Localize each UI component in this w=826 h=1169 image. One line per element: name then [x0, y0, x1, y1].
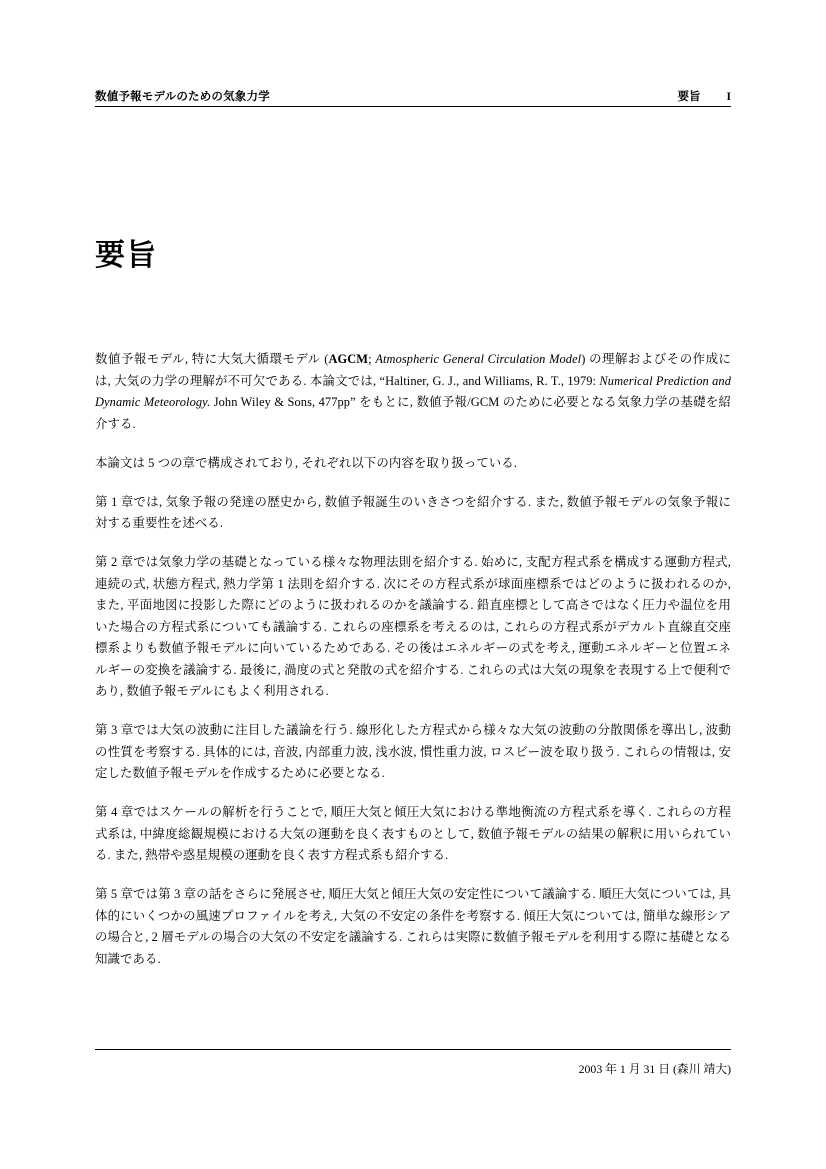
footer-date: 2003 年 1 月 31 日 (森川 靖大) [578, 1062, 731, 1076]
paragraph-abstract-intro: 数値予報モデル, 特に大気大循環モデル (AGCM; Atmospheric General Circulation Model) の理解およびその作成には, 大気の力学の理解が不可欠である. 本論文では, “Haltiner, G. J., and Williams, R. T., 1979: Numerical Prediction and Dynamic Meteorology. John Wiley & Sons, 477pp” をもとに, 数値予報/GCM のために必要となる気象力学の基礎を紹介する. [95, 352, 732, 431]
paragraph-chapter-2: 第 2 章では気象力学の基礎となっている様々な物理法則を紹介する. 始めに, 支配方程式系を構成する運動方程式, 連続の式, 状態方程式, 熱力学第 1 法則を紹介する. 次にその方程式系が球面座標系ではどのように扱われるのか, また, 平面地図に投影した際にどのように扱われるのかを議論する. 鉛直座標として高さではなく圧力や温位を用いた場合の方程式系についても議論する. これらの座標系を考えるのは, これらの方程式系がデカルト直線直交座標系よりも数値予報モデルに向いているためである. その後はエネルギーの式を考え, 運動エネルギーと位置エネルギーの変換を議論する. 最後に, 渦度の式と発散の式を紹介する. これらの式は大気の現象を表現する上で便利であり, 数値予報モデルにもよく利用される. [95, 555, 731, 698]
paragraph-chapter-3: 第 3 章では大気の波動に注目した議論を行う. 線形化した方程式から様々な大気の波動の分散関係を導出し, 波動の性質を考察する. 具体的には, 音波, 内部重力波, 浅水波, 慣性重力波, ロスビー波を取り扱う. これらの情報は, 安定した数値予報モデルを作成するために必要となる. [95, 723, 731, 780]
emphasis-italic: Numerical Prediction and Dynamic Meteorology. [95, 373, 731, 409]
emphasis-italic: Atmospheric General Circulation Model [375, 352, 582, 366]
page-title: 要旨 [95, 239, 157, 273]
abstract-body [95, 349, 731, 970]
running-header-right [678, 88, 731, 104]
paragraph-chapter-5: 第 5 章では第 3 章の話をさらに発展させ, 順圧大気と傾圧大気の安定性について議論する. 順圧大気については, 具体的にいくつかの風速プロファイルを考え, 大気の不安定の条件を考察する. 傾圧大気については, 簡単な線形シアの場合と, 2 層モデルの場合の大気の不安定を議論する. これらは実際に数値予報モデルを利用する際に基礎となる知識である. [95, 887, 731, 966]
page-number: I [726, 91, 731, 103]
paragraph-chapter-4: 第 4 章ではスケールの解析を行うことで, 順圧大気と傾圧大気における準地衡流の方程式系を導く. これらの方程式系は, 中緯度総観規模における大気の運動を良く表すものとして, 数値予報モデルの結果の解釈に用いられている. また, 熱帯や惑星規模の運動を良く表す方程式系も紹介する. [95, 805, 731, 862]
header-divider [95, 106, 731, 107]
paragraph-structure: 本論文は 5 つの章で構成されており, それぞれ以下の内容を取り扱っている. [95, 455, 517, 470]
emphasis-bold: AGCM [328, 352, 369, 366]
paragraph-chapter-1: 第 1 章では, 気象予報の発達の歴史から, 数値予報誕生のいきさつを紹介する. また, 数値予報モデルの気象予報に対する重要性を述べる. [95, 494, 731, 530]
running-header-section: 要旨 [677, 91, 701, 103]
footer-divider [95, 1049, 731, 1050]
running-header [95, 88, 731, 104]
running-header-title: 数値予報モデルのための気象力学 [95, 91, 270, 103]
